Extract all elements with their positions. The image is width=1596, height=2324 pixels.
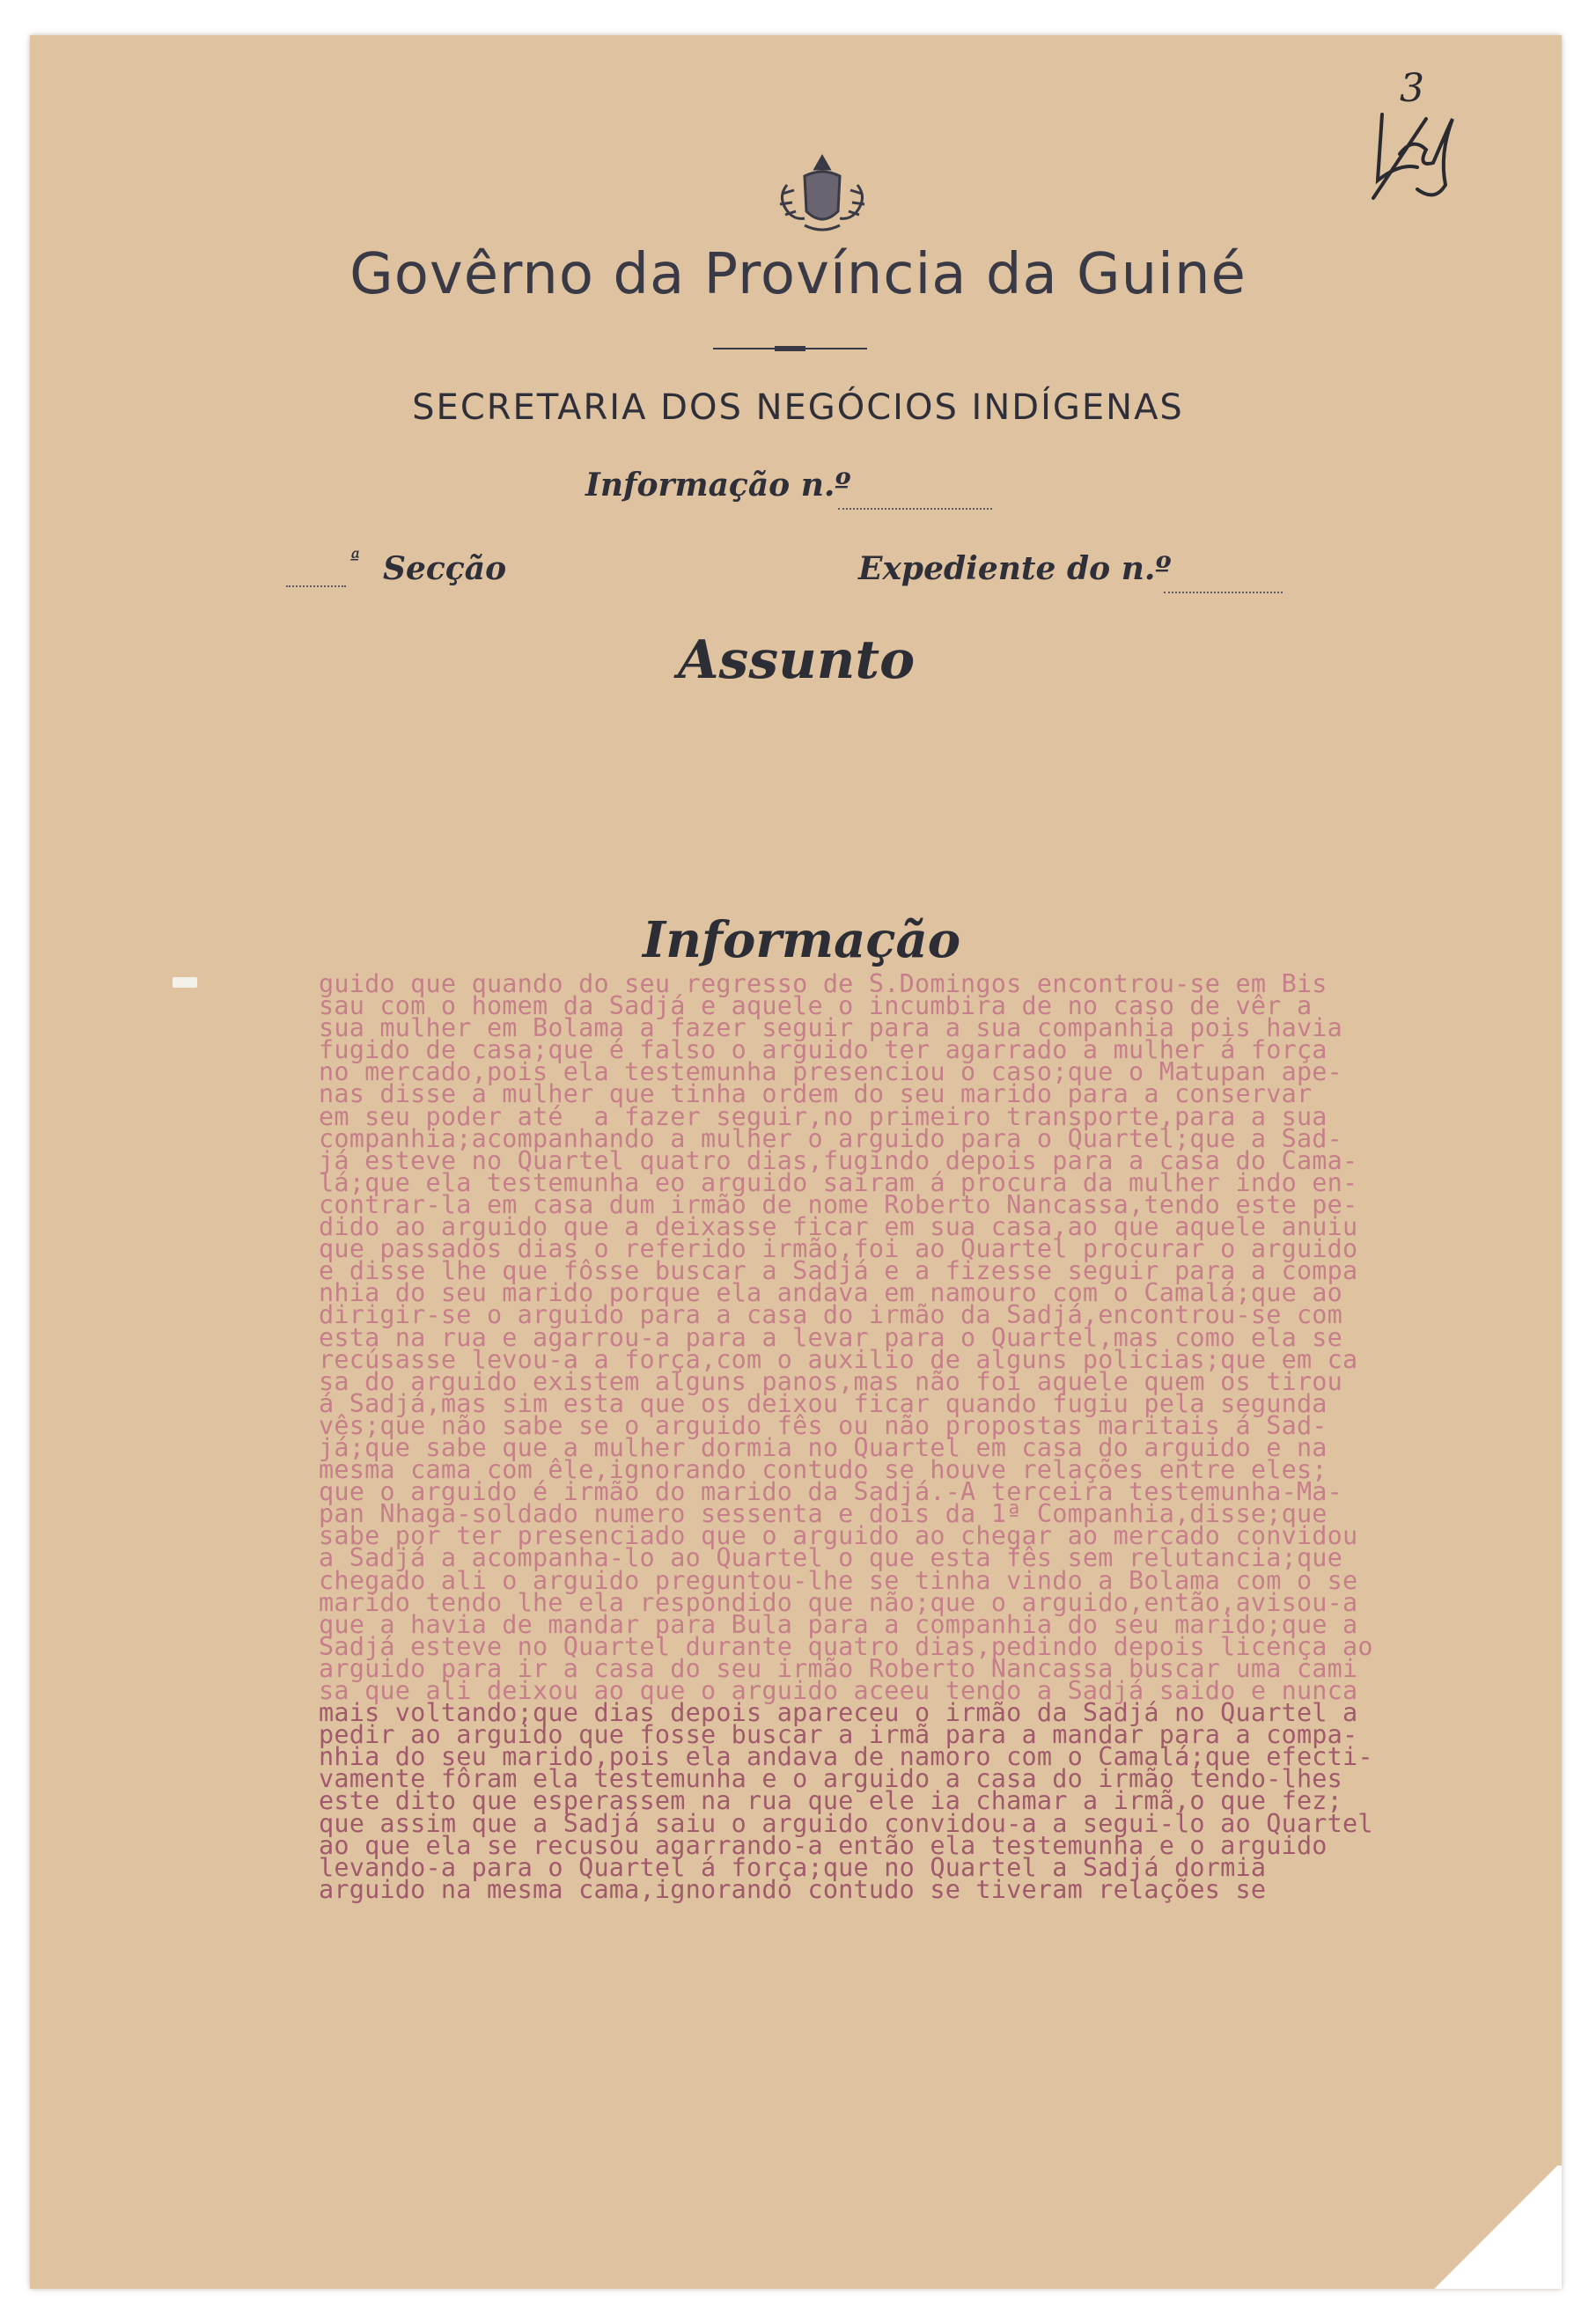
body-line: em seu poder até a fazer seguir,no primeiro transporte,para a sua (319, 1101, 1328, 1131)
title-divider (713, 348, 867, 349)
body-line: esta na rua e agarrou-a para a levar para o Quartel,mas como ela se (319, 1322, 1343, 1352)
folio-annotation (1369, 66, 1483, 224)
body-line: sa que ali deixou ao que o arguido aceeu tendo a Sadjá saido e nunca (319, 1676, 1358, 1705)
section-label: Secção (383, 550, 507, 587)
body-line: pedir ao arguido que fosse buscar a irmã para a mandar para a compa- (319, 1720, 1358, 1750)
document-heading: Informação (643, 911, 961, 969)
body-line: sabe por ter presenciado que o arguido ao chegar ao mercado convidou (319, 1521, 1358, 1551)
body-line: pan Nhaga-soldado numero sessenta e dois da 1ª Companhia,disse;que (319, 1499, 1328, 1529)
body-line: marido tendo lhe ela respondido que não;que o arguido,então,avisou-a (319, 1587, 1358, 1617)
body-line: chegado ali o arguido preguntou-lhe se tinha vindo a Bolama com o se (319, 1565, 1358, 1595)
body-line: recúsasse levou-a a força,com o auxilio de alguns policias;que em ca (319, 1344, 1358, 1374)
body-line: contrar-la em casa dum irmão de nome Roberto Nancassa,tendo este pe- (319, 1189, 1358, 1219)
body-line: levando-a para o Quartel á força;que no Quartel a Sadjá dormia (319, 1852, 1267, 1882)
coat-of-arms-icon (769, 150, 875, 238)
body-line: vamente fôram ela testemunha e o arguido a casa do irmão tendo-lhes (319, 1764, 1343, 1794)
folio-number: 3 (1400, 66, 1424, 111)
expediente-label: Expediente do n.º (858, 550, 1172, 587)
body-line: no mercado,pois ela testemunha presenciou o caso;que o Matupan ape- (319, 1057, 1343, 1087)
body-line: que passados dias o referido irmão,foi ao Quartel procurar o arguido (319, 1234, 1358, 1264)
body-line: ao que ela se recusou agarrando-a então ela testemunha e o arguido (319, 1830, 1328, 1860)
body-line: guido que quando do seu regresso de S.Domingos encontrou-se em Bis (319, 969, 1328, 998)
body-line: vês;que não sabe se o arguido fês ou não propostas maritais á Sad- (319, 1410, 1328, 1440)
section-number-field (286, 584, 346, 587)
body-line: mais voltando;que dias depois apareceu o irmão da Sadjá no Quartel a (319, 1698, 1358, 1728)
body-line: já;que sabe que a mulher dormia no Quartel em casa do arguido e na (319, 1432, 1328, 1462)
body-line: companhia;acompanhando a mulher o arguido para o Quartel;que a Sad- (319, 1123, 1343, 1153)
body-line: arguido na mesma cama,ignorando contudo se tiveram relações se (319, 1874, 1267, 1904)
body-line: á Sadjá,mas sim esta que os deixou ficar quando fugiu pela segunda (319, 1388, 1328, 1418)
typewritten-body (319, 969, 1551, 1904)
info-number-label: Informação n.º (585, 467, 851, 504)
body-line: este dito que esperassem na rua que ele ia chamar a irmã,o que fez; (319, 1786, 1343, 1816)
body-line: sau com o homem da Sadjá e aquele o incumbira de no caso de vêr a (319, 991, 1313, 1021)
body-line: que assim que a Sadjá saiu o arguido convidou-a a segui-lo ao Quartel (319, 1808, 1373, 1838)
body-line: a Sadjá a acompanha-lo ao Quartel o que esta fês sem relutancia;que (319, 1543, 1343, 1573)
body-line: nas disse a mulher que tinha ordem do seu marido para a conservar (319, 1079, 1313, 1109)
body-line: lá;que ela testemunha eo arguido sairam á procura da mulher indo en- (319, 1167, 1358, 1197)
subject-label: Assunto (678, 629, 916, 691)
body-line: arguido para ir a casa do seu irmão Roberto Nancassa buscar uma cami (319, 1653, 1358, 1683)
body-line: que o arguido é irmão do marido da Sadjá.-A terceira testemunha-Ma- (319, 1477, 1343, 1507)
body-line: sua mulher em Bolama a fazer seguir para a sua companhia pois havia (319, 1013, 1343, 1043)
info-number-field (838, 506, 992, 510)
body-line: mesma cama com êle,ignorando contudo se houve relações entre eles; (319, 1455, 1328, 1485)
body-line: fugido de casa;que é falso o arguido ter agarrado a mulher á força (319, 1035, 1328, 1065)
department-name: SECRETARIA DOS NEGÓCIOS INDÍGENAS (412, 387, 1184, 428)
body-line: Sadjá esteve no Quartel durante quatro dias,pedindo depois licença ao (319, 1631, 1373, 1661)
body-line: já esteve no Quartel quatro dias,fugindo depois para a casa do Cama- (319, 1145, 1358, 1175)
body-line: que a havia de mandar para Bula para a companhia do seu marido;que a (319, 1609, 1358, 1639)
margin-mark (173, 977, 197, 988)
expediente-number-field (1164, 590, 1283, 593)
government-title: Govêrno da Província da Guiné (349, 242, 1247, 307)
body-line: dido ao arguido que a deixasse ficar em sua casa,ao que aquele anuiu (319, 1212, 1358, 1242)
body-line: nhia do seu marido,pois ela andava de namoro com o Camalá;que efecti- (319, 1742, 1373, 1772)
body-line: nhia do seu marido porque ela andava em namouro com o Camalá;que ao (319, 1278, 1343, 1308)
section-ordinal: ª (350, 548, 360, 570)
handwritten-signature (1364, 101, 1479, 207)
body-line: e disse lhe que fôsse buscar a Sadjá e a fizesse seguir para a compa (319, 1256, 1358, 1286)
body-line: sa do arguido existem alguns panos,mas não foi aquele quem os tirou (319, 1366, 1343, 1396)
body-line: dirigir-se o arguido para a casa do irmão da Sadjá,encontrou-se com (319, 1300, 1343, 1330)
